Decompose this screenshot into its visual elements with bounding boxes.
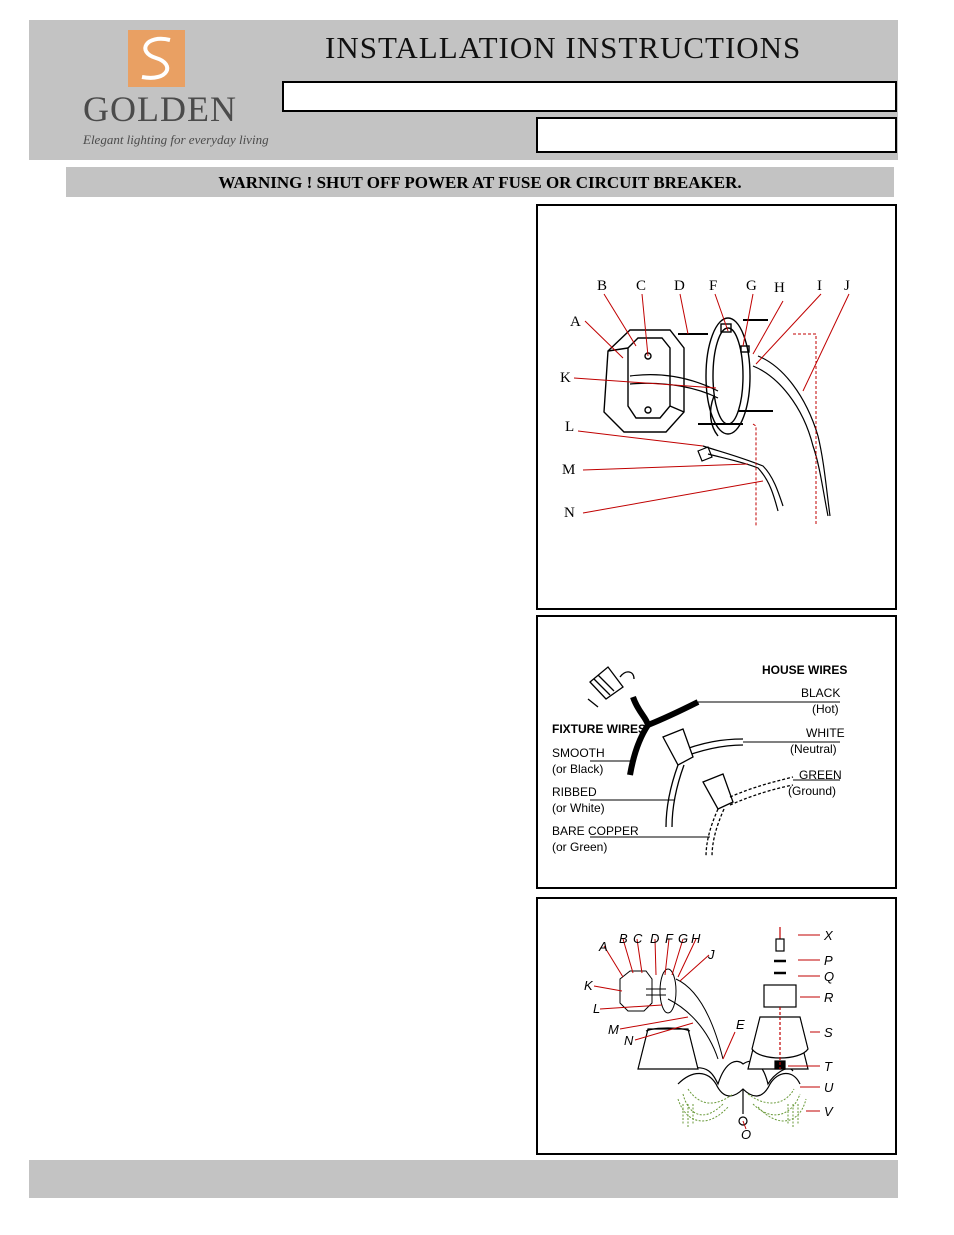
smooth-fixture-wire-icon — [630, 697, 648, 775]
house-wires-label: HOUSE WIRES — [762, 663, 848, 677]
green-label: GREEN — [799, 768, 842, 782]
diagram3-label-q: Q — [824, 969, 835, 984]
diagram1-label-b: B — [597, 278, 608, 294]
screws-icon — [678, 320, 773, 424]
diagram3-label-k: K — [584, 978, 593, 993]
fixture-assembly-diagram — [536, 897, 897, 1155]
diagram3-label-h: H — [691, 931, 701, 946]
diagram1-label-c: C — [636, 278, 647, 294]
diagram1-label-i: I — [817, 278, 822, 294]
logo-text: GOLDEN — [83, 89, 237, 129]
green-wire-connector-icon — [703, 774, 793, 857]
diagram3-label-o: O — [741, 1127, 752, 1142]
warning-banner: WARNING ! SHUT OFF POWER AT FUSE OR CIRCUIT BREAKER. — [66, 167, 894, 197]
black-house-wire-icon — [648, 702, 698, 725]
diagram1-label-m: M — [562, 462, 576, 478]
diagram3-label-s: S — [824, 1025, 833, 1040]
model-number-box — [282, 81, 897, 112]
or-green-label: (or Green) — [552, 840, 608, 854]
bare-copper-label: BARE COPPER — [552, 824, 639, 838]
socket-parts-icon — [752, 927, 808, 1069]
hot-label: (Hot) — [812, 702, 839, 716]
footer-band — [29, 1160, 898, 1198]
diagram3-label-u: U — [824, 1080, 834, 1095]
neutral-label: (Neutral) — [790, 742, 837, 756]
diagram1-label-j: J — [844, 278, 850, 294]
diagram3-label-r: R — [824, 990, 834, 1005]
diagram1-label-k: K — [560, 370, 571, 386]
diagram1-label-f: F — [709, 278, 718, 294]
diagram1-label-a: A — [570, 314, 581, 330]
item-number-box — [536, 117, 897, 153]
diagram3-label-m: M — [608, 1022, 619, 1037]
diagram3-label-a: A — [599, 939, 608, 954]
diagram3-label-g: G — [678, 931, 689, 946]
diagram3-label-n: N — [624, 1033, 634, 1048]
diagram1-label-d: D — [674, 278, 685, 294]
mounting-diagram — [536, 204, 897, 610]
diagram3-label-p: P — [824, 953, 833, 968]
diagram3-label-b: B — [619, 931, 628, 946]
ground-label: (Ground) — [788, 784, 837, 798]
diagram1-label-l: L — [565, 419, 575, 435]
or-black-label: (or Black) — [552, 762, 604, 776]
diagram1-label-g: G — [746, 278, 757, 294]
wiring-diagram — [536, 615, 897, 889]
golden-logo-icon — [128, 30, 185, 87]
diagram3-label-e: E — [736, 1017, 745, 1032]
wires-icon — [630, 356, 830, 516]
or-white-label: (or White) — [552, 801, 605, 815]
diagram3-label-c: C — [633, 931, 643, 946]
diagram3-label-l: L — [593, 1001, 601, 1016]
fixture-wires-label: FIXTURE WIRES — [552, 722, 647, 736]
ribbed-label: RIBBED — [552, 785, 597, 799]
crystal-strands-icon — [678, 1089, 806, 1127]
white-wire-connector-icon — [663, 729, 743, 827]
mounting-plate-icon — [706, 318, 750, 436]
diagram3-label-f: F — [665, 931, 673, 946]
logo-tagline: Elegant lighting for everyday living — [83, 132, 269, 147]
diagram1-label-n: N — [564, 505, 575, 521]
white-label: WHITE — [806, 726, 845, 740]
diagram3-label-v: V — [824, 1104, 833, 1119]
diagram3-label-d: D — [650, 931, 660, 946]
wire-nut-icon — [588, 667, 634, 707]
header-band — [29, 20, 898, 160]
diagram3-label-x: X — [824, 928, 833, 943]
logo-swirl-icon — [128, 30, 185, 87]
smooth-label: SMOOTH — [552, 746, 605, 760]
black-label: BLACK — [801, 686, 841, 700]
diagram3-label-j: J — [708, 947, 715, 962]
diagram3-label-t: T — [824, 1059, 832, 1074]
page-title: INSTALLATION INSTRUCTIONS — [325, 30, 802, 65]
diagram1-label-h: H — [774, 280, 785, 296]
